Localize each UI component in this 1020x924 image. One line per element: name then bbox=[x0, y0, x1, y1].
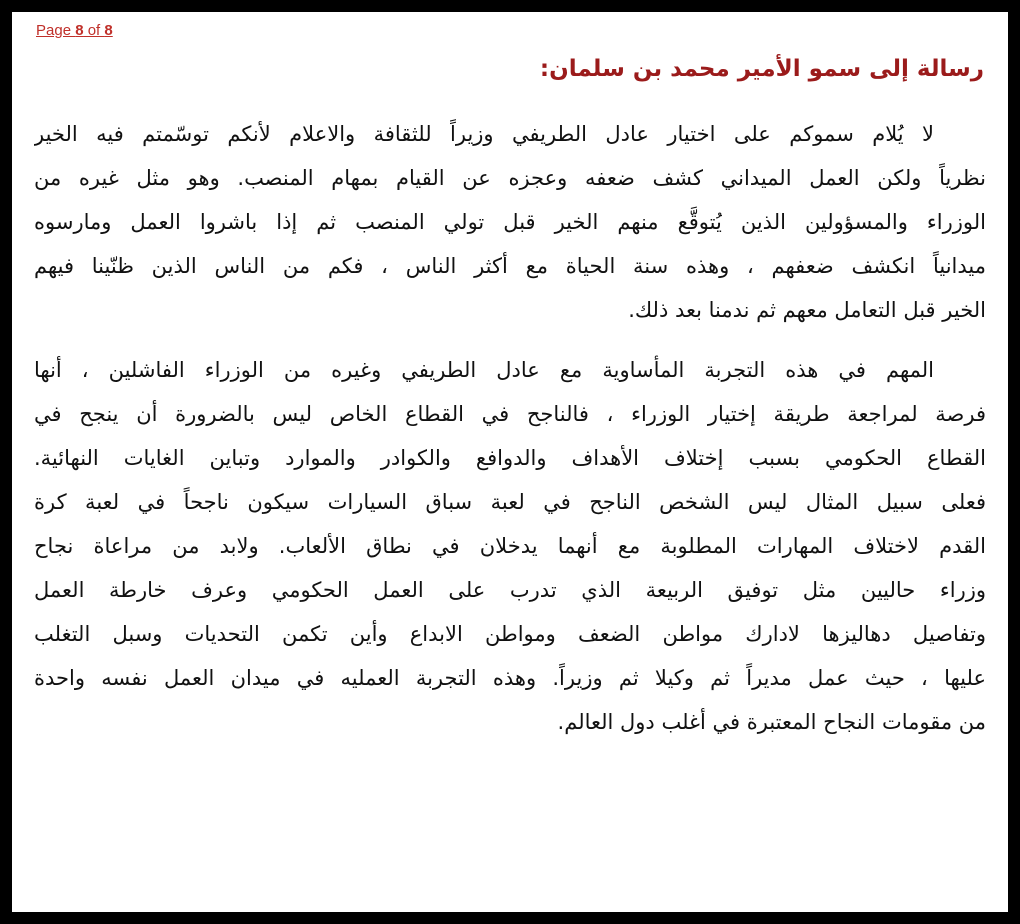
page-indicator bbox=[36, 22, 113, 39]
paragraph-line: فعلى سبيل المثال ليس الشخص الناجح في لعبة سباق السيارات سيكون ناجحاً في لعبة كرة bbox=[34, 490, 986, 514]
paragraph-line: ميدانياً انكشف ضعفهم ، وهذه سنة الحياة مع أكثر الناس ، فكم من الناس الذين ظنّينا فيهم bbox=[34, 254, 986, 278]
paragraph-line: فرصة لمراجعة طريقة إختيار الوزراء ، فالناجح في القطاع الخاص ليس بالضرورة أن ينجح في bbox=[34, 402, 986, 426]
page-prefix: Page bbox=[36, 22, 76, 39]
paragraph-2 bbox=[34, 348, 986, 744]
paragraph-line: نظرياً ولكن العمل الميداني كشف ضعفه وعجزه عن القيام بمهام المنصب. وهو مثل غيره من bbox=[34, 166, 986, 190]
paragraph-line: الوزراء والمسؤولين الذين يُتوقَّع منهم الخير قبل تولي المنصب ثم إذا باشروا العمل ومارسوه bbox=[34, 210, 986, 234]
letter-body bbox=[34, 112, 986, 744]
page-current: 8 bbox=[75, 22, 84, 39]
paragraph-line: وتفاصيل دهاليزها لادارك مواطن الضعف ومواطن الابداع وأين تكمن التحديات وسبل التغلب bbox=[34, 622, 986, 646]
paragraph-line: من مقومات النجاح المعتبرة في أغلب دول العالم. bbox=[557, 710, 986, 734]
paragraph-line: القدم لاختلاف المهارات المطلوبة مع أنهما يدخلان في نطاق الألعاب. ولابد من مراعاة نجاح bbox=[34, 534, 986, 558]
page-total: 8 bbox=[104, 22, 113, 39]
paragraph-line: عليها ، حيث عمل مديراً ثم وكيلا ثم وزيراً. وهذه التجربة العمليه في ميدان العمل نفسه واحدة bbox=[34, 666, 986, 690]
paragraph-line: المهم في هذه التجربة المأساوية مع عادل الطريفي وغيره من الوزراء الفاشلين ، أنها bbox=[34, 358, 934, 382]
paragraph-line: لا يُلام سموكم على اختيار عادل الطريفي وزيراً للثقافة والاعلام لأنكم توسّمتم فيه الخير bbox=[34, 122, 934, 146]
paragraph-1 bbox=[34, 112, 986, 332]
letter-title: رسالة إلى سمو الأمير محمد بن سلمان: bbox=[539, 56, 984, 82]
paragraph-gap bbox=[34, 332, 986, 348]
paragraph-line: القطاع الحكومي بسبب إختلاف الأهداف والدوافع والكوادر والموارد وتباين الغايات النهائية. bbox=[34, 446, 986, 470]
paragraph-line: الخير قبل التعامل معهم ثم ندمنا بعد ذلك. bbox=[628, 298, 986, 322]
document-page bbox=[12, 12, 1008, 912]
page-of: of bbox=[83, 22, 105, 39]
paragraph-line: وزراء حاليين مثل توفيق الربيعة الذي تدرب على العمل الحكومي وعرف خارطة العمل bbox=[34, 578, 986, 602]
